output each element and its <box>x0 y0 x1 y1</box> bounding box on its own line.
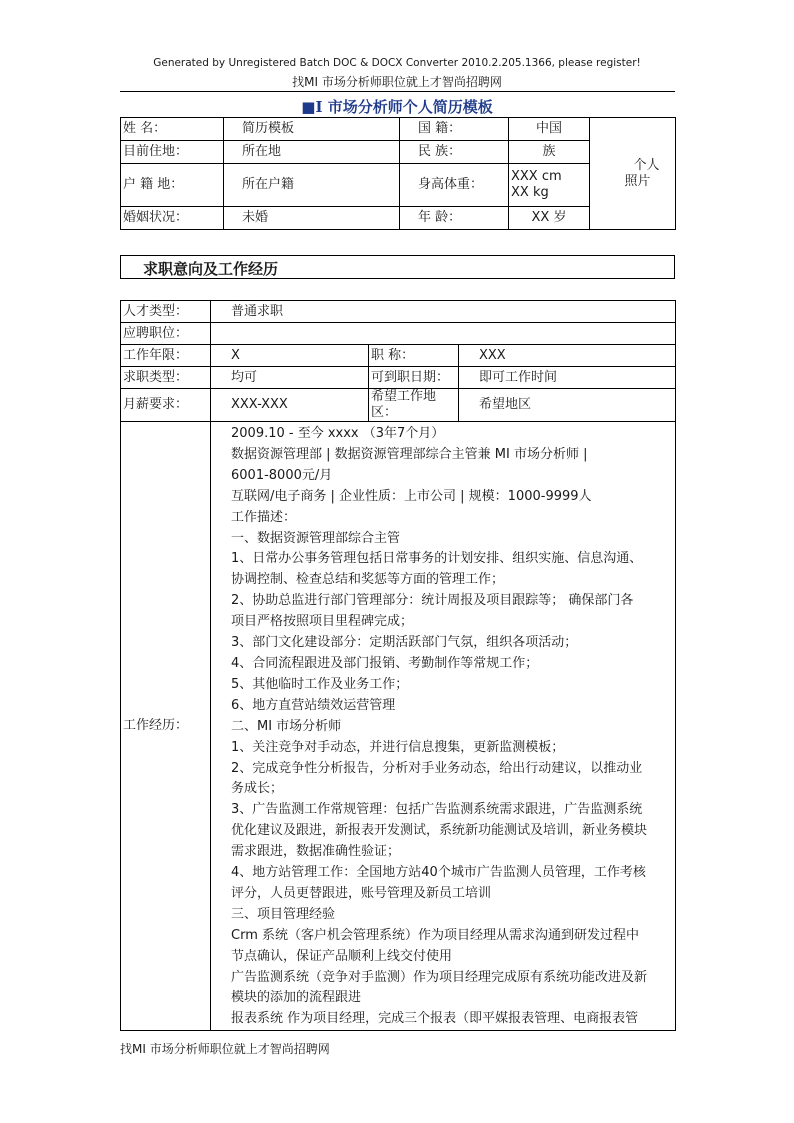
job-type-value: 均可 <box>211 367 369 389</box>
experience-line: 工作描述： <box>231 509 297 525</box>
experience-line: 1、日常办公事务管理包括日常事务的计划安排、组织实施、信息沟通、 <box>231 551 643 567</box>
residence-label: 目前住地： <box>121 141 224 164</box>
experience-line: 项目严格按照项目里程碑完成； <box>231 614 414 630</box>
available-label: 可到职日期： <box>369 367 459 389</box>
experience-line: 4、地方站管理工作：全国地方站40个城市广告监测人员管理，工作考核 <box>231 865 646 881</box>
marital-label: 婚姻状况： <box>121 207 224 230</box>
footer-link[interactable]: 找MI 市场分析师职位就上才智尚招聘网 <box>120 1042 330 1056</box>
experience-line: 评分，人员更替跟进，账号管理及新员工培训 <box>231 885 492 901</box>
experience-line: 一、数据资源管理部综合主管 <box>231 530 401 546</box>
photo-label-1: 个人 <box>633 157 660 173</box>
job-title-value: XXX <box>459 345 676 367</box>
height-value: XXX cm <box>511 169 562 184</box>
experience-line: 务成长； <box>231 781 284 797</box>
height-weight-value <box>509 164 590 207</box>
converter-watermark: Generated by Unregistered Batch DOC & DOCX Converter 2010.2.205.1366, please register! <box>153 57 641 69</box>
marital-value: 未婚 <box>224 207 400 230</box>
experience-line: 6001-8000元/月 <box>231 467 333 483</box>
experience-line: 二、MI 市场分析师 <box>231 718 342 734</box>
job-title-label: 职 称： <box>369 345 459 367</box>
job-intent-table <box>120 300 676 1031</box>
position-label: 应聘职位： <box>121 323 211 345</box>
residence-value: 所在地 <box>224 141 400 164</box>
photo-label-2: 照片 <box>624 173 651 189</box>
salary-label: 月薪要求： <box>121 389 211 422</box>
age-label: 年 龄： <box>400 207 509 230</box>
area-label: 希望工作地区： <box>369 389 459 422</box>
experience-line: 3、广告监测工作常规管理：包括广告监测系统需求跟进，广告监测系统 <box>231 802 643 818</box>
experience-line: 5、其他临时工作及业务工作； <box>231 676 409 692</box>
experience-line: 协调控制、检查总结和奖惩等方面的管理工作； <box>231 572 505 588</box>
age-value: XX 岁 <box>509 207 590 230</box>
talent-type-label: 人才类型： <box>121 301 211 323</box>
experience-line: 2、完成竞争性分析报告，分析对手业务动态，给出行动建议，以推动业 <box>231 760 643 776</box>
talent-type-value: 普通求职 <box>211 301 676 323</box>
header-divider <box>120 91 675 92</box>
experience-line: 数据资源管理部 | 数据资源管理部综合主管兼 MI 市场分析师 | <box>231 446 588 462</box>
header-link[interactable]: 找MI 市场分析师职位就上才智尚招聘网 <box>292 75 502 89</box>
experience-line: 2009.10 - 至今 xxxx （3年7个月） <box>231 426 445 441</box>
experience-line: Crm 系统（客户机会管理系统）作为项目经理从需求沟通到研发过程中 <box>231 927 639 943</box>
ethnicity-label: 民 族： <box>400 141 509 164</box>
available-value: 即可工作时间 <box>459 367 676 389</box>
nationality-value: 中国 <box>509 118 590 141</box>
experience-line: 3、部门文化建设部分：定期活跃部门气氛，组织各项活动； <box>231 635 578 651</box>
position-value <box>211 323 676 345</box>
experience-line: 节点确认，保证产品顺利上线交付使用 <box>231 948 453 964</box>
experience-line: 互联网/电子商务 | 企业性质：上市公司 | 规模：1000-9999人 <box>231 488 592 504</box>
ethnicity-value: 族 <box>509 141 590 164</box>
title-bullet-icon: ■ <box>301 98 316 116</box>
experience-line: 1、关注竞争对手动态，并进行信息搜集，更新监测模板； <box>231 739 565 755</box>
hukou-label: 户 籍 地： <box>121 164 224 207</box>
photo-cell <box>590 118 676 230</box>
experience-line: 优化建议及跟进，新报表开发测试，系统新功能测试及培训，新业务模块 <box>231 823 648 839</box>
salary-value: XXX-XXX <box>211 389 369 422</box>
section-title: 求职意向及工作经历 <box>143 260 279 278</box>
experience-content <box>211 422 676 1031</box>
experience-line: 广告监测系统（竞争对手监测）作为项目经理完成原有系统功能改进及新 <box>231 969 648 985</box>
experience-label: 工作经历： <box>121 422 211 1031</box>
experience-line: 2、协助总监进行部门管理部分：统计周报及项目跟踪等； 确保部门各 <box>231 593 634 609</box>
years-value: X <box>211 345 369 367</box>
area-value: 希望地区 <box>459 389 676 422</box>
basic-info-table <box>120 117 676 230</box>
nationality-label: 国 籍： <box>400 118 509 141</box>
hukou-value: 所在户籍 <box>224 164 400 207</box>
weight-value: XX kg <box>511 185 549 200</box>
experience-line: 三、项目管理经验 <box>231 906 336 922</box>
years-label: 工作年限： <box>121 345 211 367</box>
experience-line: 报表系统 作为项目经理，完成三个报表（即平媒报表管理、电商报表管 <box>231 1011 639 1027</box>
height-weight-label: 身高体重： <box>400 164 509 207</box>
job-type-label: 求职类型： <box>121 367 211 389</box>
experience-line: 4、合同流程跟进及部门报销、考勤制作等常规工作； <box>231 655 539 671</box>
experience-line: 6、地方直营站绩效运营管理 <box>231 697 396 713</box>
experience-line: 需求跟进，数据准确性验证； <box>231 844 401 860</box>
name-value: 简历模板 <box>224 118 400 141</box>
name-label: 姓 名： <box>121 118 224 141</box>
section-header <box>120 255 675 279</box>
page-title <box>0 96 794 117</box>
title-text: I 市场分析师个人简历模板 <box>315 98 493 116</box>
experience-line: 模块的添加的流程跟进 <box>231 990 362 1006</box>
